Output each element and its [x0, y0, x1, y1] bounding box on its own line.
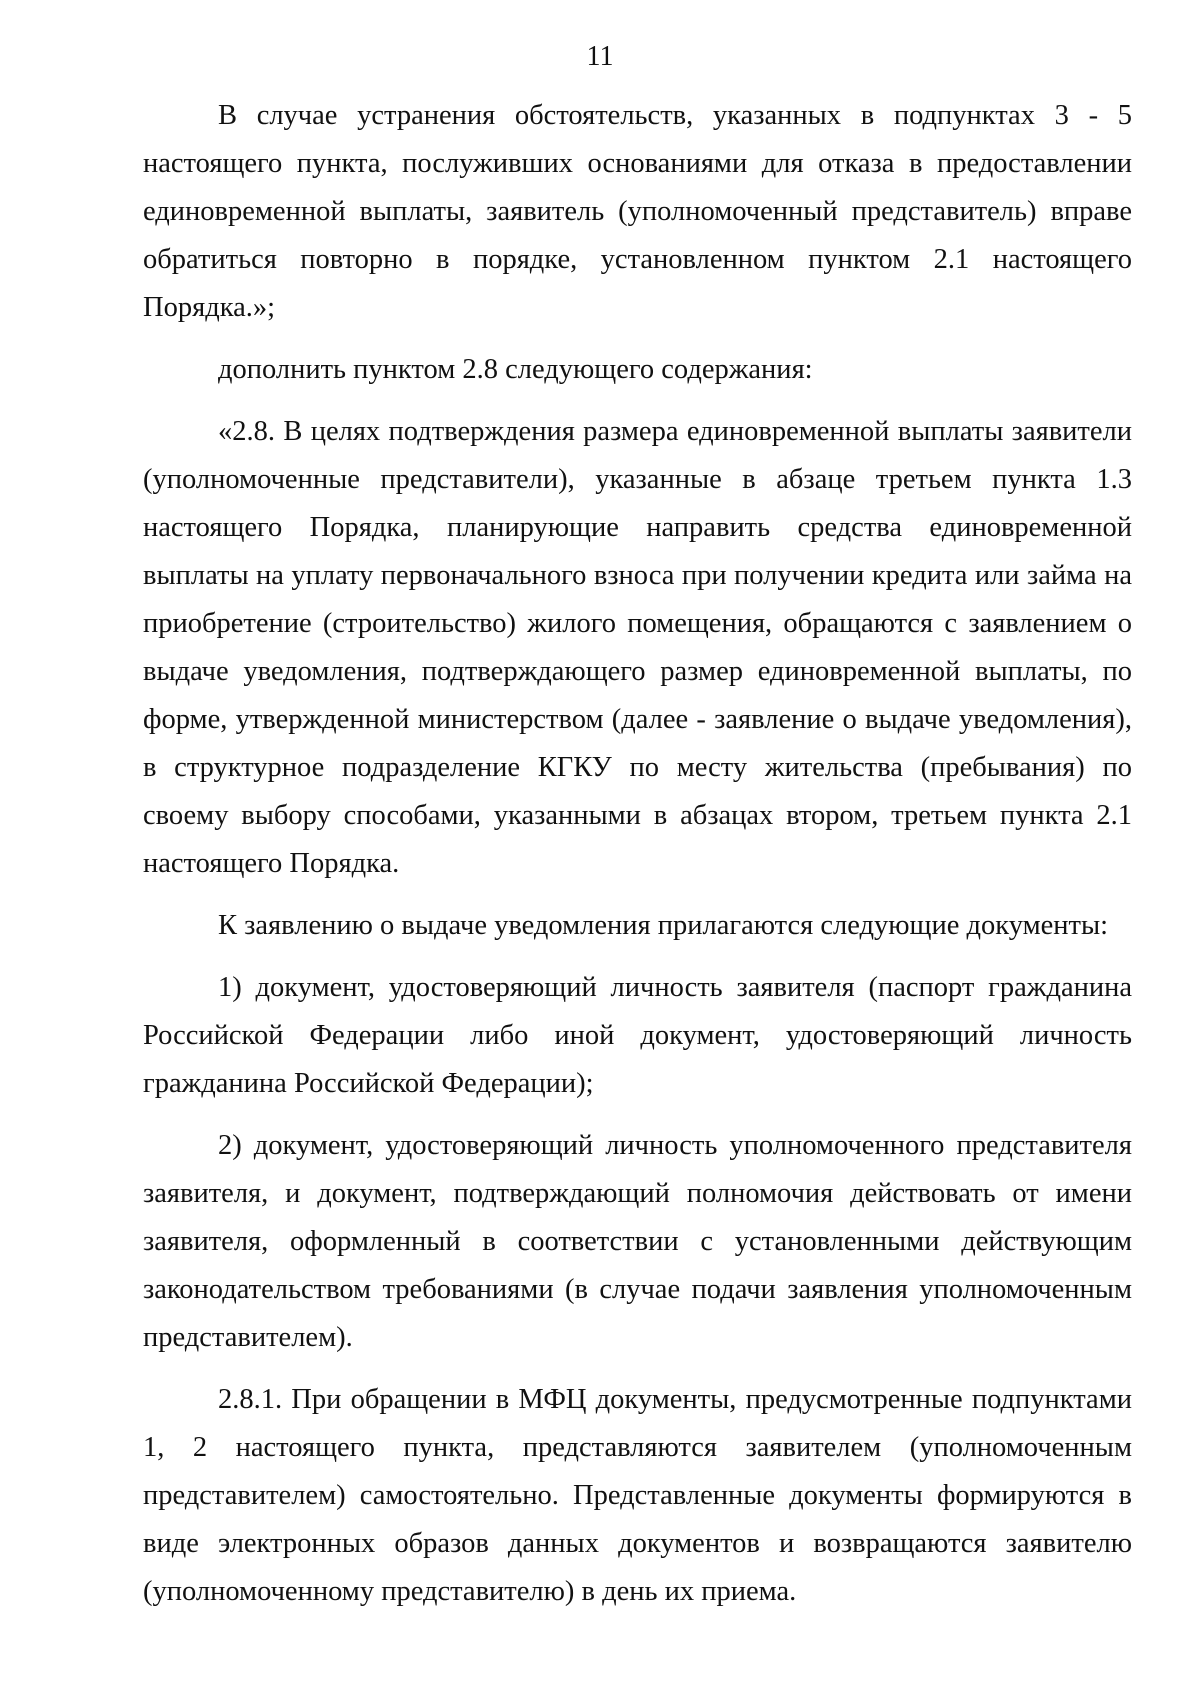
document-body — [143, 92, 1132, 1630]
paragraph-attached-documents: К заявлению о выдаче уведомления прилагаются следующие документы: — [218, 910, 1109, 941]
list-item-document-1: 1) документ, удостоверяющий личность заявителя (паспорт гражданина Российской Федерации либо иной документ, удостоверяющий личность гражданина Российской Федерации); — [143, 972, 1132, 1099]
page-number: 11 — [586, 41, 614, 72]
paragraph-clause-2-8: «2.8. В целях подтверждения размера единовременной выплаты заявители (уполномоченные представители), указанные в абзаце третьем пункта 1.3 настоящего Порядка, планирующие направить средства единовременной выплаты на уплату первоначального взноса при получении кредита или займа на приобретение (строительство) жилого помещения, обращаются с заявлением о выдаче уведомления, подтверждающего размер единовременной выплаты, по форме, утвержденной министерством (далее - заявление о выдаче уведомления), в структурное подразделение КГКУ по месту жительства (пребывания) по своему выбору способами, указанными в абзацах втором, третьем пункта 2.1 настоящего Порядка. — [143, 416, 1132, 879]
paragraph-rejection-resolution: В случае устранения обстоятельств, указанных в подпунктах 3 - 5 настоящего пункта, послуживших основаниями для отказа в предоставлении единовременной выплаты, заявитель (уполномоченный представитель) вправе обратиться повторно в порядке, установленном пунктом 2.1 настоящего Порядка.»; — [143, 100, 1132, 323]
paragraph-amendment-intro: дополнить пунктом 2.8 следующего содержания: — [218, 354, 813, 385]
paragraph-clause-2-8-1: 2.8.1. При обращении в МФЦ документы, предусмотренные подпунктами 1, 2 настоящего пункта, представляются заявителем (уполномоченным представителем) самостоятельно. Представленные документы формируются в виде электронных образов данных документов и возвращаются заявителю (уполномоченному представителю) в день их приема. — [143, 1384, 1132, 1607]
list-item-document-2: 2) документ, удостоверяющий личность уполномоченного представителя заявителя, и документ, подтверждающий полномочия действовать от имени заявителя, оформленный в соответствии с установленными действующим законодательством требованиями (в случае подачи заявления уполномоченным представителем). — [143, 1130, 1132, 1353]
